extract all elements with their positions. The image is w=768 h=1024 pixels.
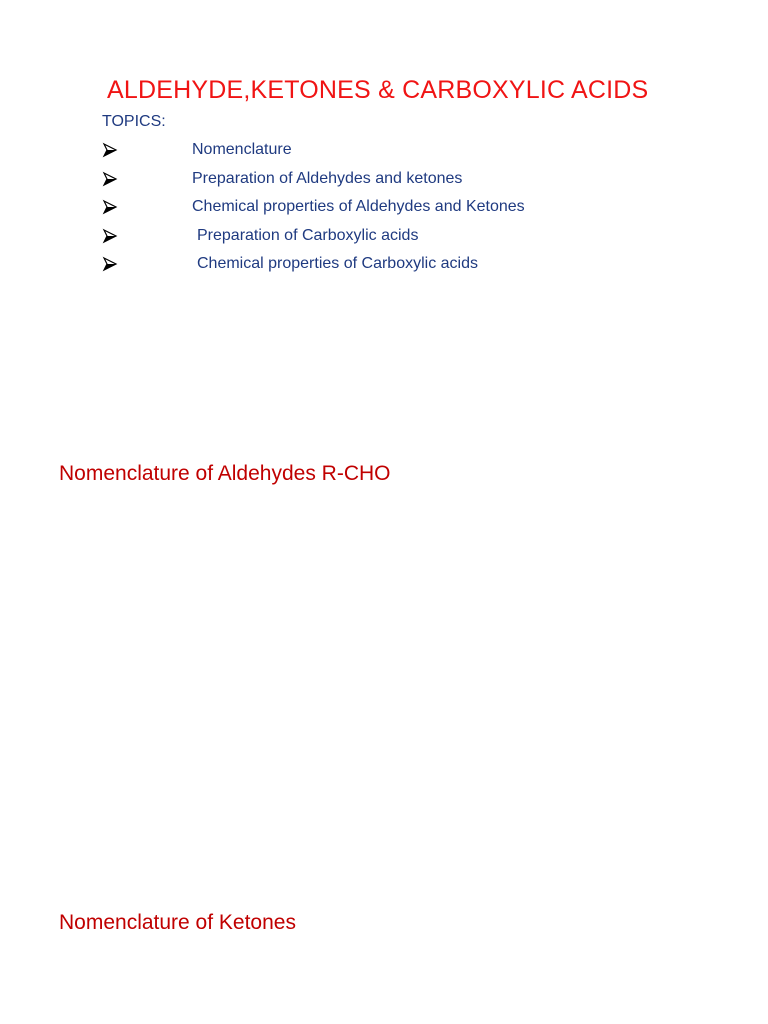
topic-text: Nomenclature <box>192 141 292 158</box>
arrowhead-bullet-icon <box>102 171 118 187</box>
arrowhead-bullet-icon <box>102 199 118 215</box>
section-heading-ketones: Nomenclature of Ketones <box>59 911 296 934</box>
topics-label: TOPICS: <box>102 113 166 130</box>
arrowhead-bullet-icon <box>102 228 118 244</box>
topic-text: Preparation of Carboxylic acids <box>197 226 419 244</box>
section-heading-aldehydes: Nomenclature of Aldehydes R-CHO <box>59 462 391 485</box>
document-title: ALDEHYDE,KETONES & CARBOXYLIC ACIDS <box>107 76 649 104</box>
arrowhead-bullet-icon <box>102 142 118 158</box>
arrowhead-bullet-icon <box>102 256 118 272</box>
topic-text: Chemical properties of Carboxylic acids <box>197 255 478 273</box>
topic-text: Chemical properties of Aldehydes and Ketones <box>192 198 525 216</box>
topic-text: Preparation of Aldehydes and ketones <box>192 169 463 187</box>
